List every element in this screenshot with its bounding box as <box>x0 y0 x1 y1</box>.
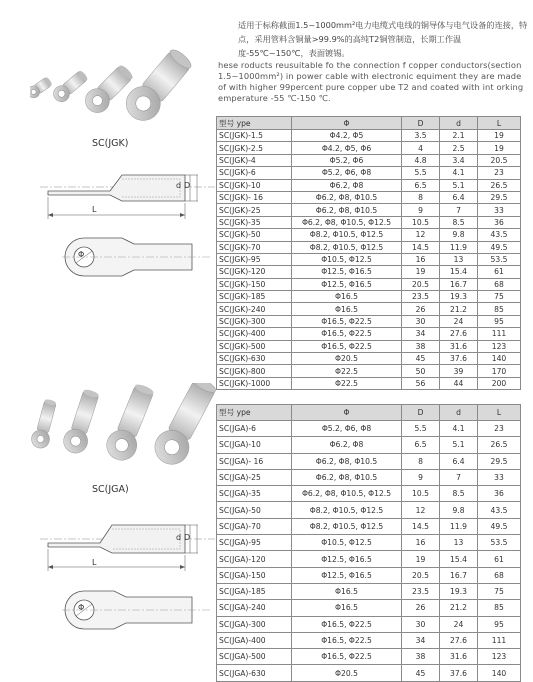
jga-cell: 24 <box>440 616 478 632</box>
jgk-cell: 20.5 <box>478 154 521 166</box>
jga-cell: 123 <box>478 649 521 665</box>
jgk-cell: 36 <box>478 216 521 228</box>
table-row <box>217 632 521 648</box>
jgk-cell: SC(JGK)-150 <box>217 278 292 290</box>
jga-label: SC(JGA) <box>92 484 129 495</box>
jgk-cell: Φ20.5 <box>292 353 402 365</box>
jgk-dim-L: L <box>92 205 97 214</box>
jga-cell: 43.5 <box>478 502 521 518</box>
jga-cell: 4.1 <box>440 421 478 437</box>
jgk-cell: 10.5 <box>402 216 440 228</box>
jgk-cell: Φ5.2, Φ6 <box>292 154 402 166</box>
jgk-cell: 43.5 <box>478 229 521 241</box>
table-row <box>217 229 521 241</box>
jgk-cell: 19.3 <box>440 291 478 303</box>
table-row <box>217 253 521 265</box>
jgk-cell: SC(JGK)- 16 <box>217 191 292 203</box>
jga-dim-phi: Φ <box>78 603 85 612</box>
jgk-cell: 53.5 <box>478 253 521 265</box>
jga-cell: 9 <box>402 469 440 485</box>
jgk-cell: 200 <box>478 377 521 389</box>
jga-cell: 33 <box>478 469 521 485</box>
table-row <box>217 204 521 216</box>
jgk-cell: 19 <box>402 266 440 278</box>
jga-header-cell: d <box>440 405 478 421</box>
jgk-cell: 68 <box>478 278 521 290</box>
table-row <box>217 365 521 377</box>
table-row <box>217 130 521 142</box>
jgk-cell: 23.5 <box>402 291 440 303</box>
jgk-cell: Φ6.2, Φ8, Φ10.5 <box>292 191 402 203</box>
jga-header-cell: D <box>402 405 440 421</box>
table-row <box>217 191 521 203</box>
jgk-cell: 15.4 <box>440 266 478 278</box>
jga-cell: SC(JGA)-50 <box>217 502 292 518</box>
jga-cell: Φ8.2, Φ10.5, Φ12.5 <box>292 518 402 534</box>
table-row <box>217 535 521 551</box>
jgk-cell: 29.5 <box>478 191 521 203</box>
jga-cell: Φ6.2, Φ8, Φ10.5 <box>292 469 402 485</box>
jgk-cell: 24 <box>440 315 478 327</box>
table-row <box>217 469 521 485</box>
jgk-cell: 61 <box>478 266 521 278</box>
jgk-cell: SC(JGK)-10 <box>217 179 292 191</box>
jgk-cell: Φ12.5, Φ16.5 <box>292 266 402 278</box>
jgk-cell: 5.5 <box>402 167 440 179</box>
jgk-cell: 39 <box>440 365 478 377</box>
jga-cell: 13 <box>440 535 478 551</box>
table-row <box>217 502 521 518</box>
jgk-cell: 49.5 <box>478 241 521 253</box>
jga-cell: 68 <box>478 567 521 583</box>
jgk-cell: 34 <box>402 328 440 340</box>
jgk-cell: SC(JGK)-50 <box>217 229 292 241</box>
jga-cell: 21.2 <box>440 600 478 616</box>
jgk-cell: Φ16.5, Φ22.5 <box>292 315 402 327</box>
jgk-cell: 14.5 <box>402 241 440 253</box>
jgk-header-cell: 型号 ype <box>217 117 292 130</box>
jga-cell: 140 <box>478 665 521 681</box>
jga-cell: 53.5 <box>478 535 521 551</box>
jga-cell: 111 <box>478 632 521 648</box>
jgk-cell: 6.5 <box>402 179 440 191</box>
jgk-cell: SC(JGK)-630 <box>217 353 292 365</box>
jga-cell: 6.5 <box>402 437 440 453</box>
jgk-cell: 2.5 <box>440 142 478 154</box>
jgk-cell: Φ22.5 <box>292 365 402 377</box>
jgk-dim-phi: Φ <box>78 250 85 259</box>
jgk-cell: SC(JGK)-300 <box>217 315 292 327</box>
jga-cell: 30 <box>402 616 440 632</box>
jga-cell: Φ16.5, Φ22.5 <box>292 632 402 648</box>
table-row <box>217 340 521 352</box>
jga-cell: SC(JGA)-150 <box>217 567 292 583</box>
jgk-cell: 8 <box>402 191 440 203</box>
jgk-header-cell: L <box>478 117 521 130</box>
jgk-cell: SC(JGK)-70 <box>217 241 292 253</box>
jgk-cell: Φ4.2, Φ5, Φ6 <box>292 142 402 154</box>
jgk-cell: 19 <box>478 142 521 154</box>
jgk-cell: 9.8 <box>440 229 478 241</box>
jga-cell: Φ16.5, Φ22.5 <box>292 616 402 632</box>
jga-cell: 9.8 <box>440 502 478 518</box>
jga-cell: Φ6.2, Φ8 <box>292 437 402 453</box>
jga-cell: 38 <box>402 649 440 665</box>
jgk-cell: Φ16.5 <box>292 303 402 315</box>
jgk-product-photo <box>30 45 220 130</box>
jga-cell: SC(JGA)-500 <box>217 649 292 665</box>
jgk-cell: 123 <box>478 340 521 352</box>
table-row <box>217 303 521 315</box>
jgk-cell: Φ5.2, Φ6, Φ8 <box>292 167 402 179</box>
jga-cell: Φ16.5 <box>292 583 402 599</box>
jgk-cell: Φ16.5, Φ22.5 <box>292 340 402 352</box>
table-row <box>217 278 521 290</box>
jgk-cell: 13 <box>440 253 478 265</box>
jgk-cell: SC(JGK)-25 <box>217 204 292 216</box>
jgk-cell: 30 <box>402 315 440 327</box>
jgk-cell: 38 <box>402 340 440 352</box>
jgk-cell: 4.1 <box>440 167 478 179</box>
jga-cell: SC(JGA)-25 <box>217 469 292 485</box>
jgk-cell: 31.6 <box>440 340 478 352</box>
jgk-cell: 56 <box>402 377 440 389</box>
jgk-cell: 33 <box>478 204 521 216</box>
jgk-cell: 19 <box>478 130 521 142</box>
jga-cell: 36 <box>478 486 521 502</box>
jgk-cell: 85 <box>478 303 521 315</box>
jgk-cell: SC(JGK)-1000 <box>217 377 292 389</box>
jgk-header-cell: d <box>440 117 478 130</box>
jga-cell: 5.5 <box>402 421 440 437</box>
jgk-cell: 2.1 <box>440 130 478 142</box>
table-row <box>217 315 521 327</box>
jgk-cell: 3.5 <box>402 130 440 142</box>
jgk-cell: 111 <box>478 328 521 340</box>
jgk-cell: SC(JGK)-500 <box>217 340 292 352</box>
jgk-cell: 170 <box>478 365 521 377</box>
jga-product-photo <box>25 383 225 465</box>
jga-cell: Φ12.5, Φ16.5 <box>292 551 402 567</box>
jgk-cell: SC(JGK)-800 <box>217 365 292 377</box>
jga-cell: SC(JGA)-240 <box>217 600 292 616</box>
jgk-cell: Φ22.5 <box>292 377 402 389</box>
jgk-top-drawing <box>62 232 222 282</box>
table-row <box>217 179 521 191</box>
jga-cell: Φ12.5, Φ16.5 <box>292 567 402 583</box>
jga-dim-L: L <box>92 558 97 567</box>
jgk-cell: Φ10.5, Φ12.5 <box>292 253 402 265</box>
jga-cell: 19.3 <box>440 583 478 599</box>
jga-cell: Φ16.5, Φ22.5 <box>292 649 402 665</box>
jga-cell: 49.5 <box>478 518 521 534</box>
jgk-cell: 4 <box>402 142 440 154</box>
jgk-dim-d: d <box>176 181 182 190</box>
jga-cell: 20.5 <box>402 567 440 583</box>
table-row <box>217 154 521 166</box>
jga-cell: 6.4 <box>440 453 478 469</box>
jgk-cell: Φ8.2, Φ10.5, Φ12.5 <box>292 229 402 241</box>
jgk-cell: SC(JGK)-1.5 <box>217 130 292 142</box>
jga-header-cell: Φ <box>292 405 402 421</box>
jga-cell: 29.5 <box>478 453 521 469</box>
intro-chinese: 适用于标称截面1.5~1000mm²电力电缆式电线的铜导体与电气设备的连接，特点，采用管料含铜量>99.9%的高纯T2铜管制造，长期工作温度-55℃~150℃，表面镀锡。 <box>238 20 528 58</box>
table-row <box>217 486 521 502</box>
table-row <box>217 437 521 453</box>
jga-cell: 45 <box>402 665 440 681</box>
jga-cell: 16 <box>402 535 440 551</box>
jgk-cell: Φ12.5, Φ16.5 <box>292 278 402 290</box>
jga-cell: 27.6 <box>440 632 478 648</box>
jgk-header-cell: Φ <box>292 117 402 130</box>
jga-cell: 37.6 <box>440 665 478 681</box>
jgk-cell: 21.2 <box>440 303 478 315</box>
jgk-cell: Φ16.5, Φ22.5 <box>292 328 402 340</box>
jga-header-row <box>217 405 521 421</box>
jga-cell: SC(JGA)-95 <box>217 535 292 551</box>
jga-cell: 5.1 <box>440 437 478 453</box>
jga-cell: Φ16.5 <box>292 600 402 616</box>
jgk-dim-D: D <box>184 181 191 190</box>
table-row <box>217 353 521 365</box>
jga-cell: 15.4 <box>440 551 478 567</box>
jga-cell: 11.9 <box>440 518 478 534</box>
jga-cell: 61 <box>478 551 521 567</box>
jga-cell: 85 <box>478 600 521 616</box>
jgk-cell: SC(JGK)-120 <box>217 266 292 278</box>
jga-cell: SC(JGA)-400 <box>217 632 292 648</box>
jga-cell: Φ6.2, Φ8, Φ10.5, Φ12.5 <box>292 486 402 502</box>
jga-cell: 95 <box>478 616 521 632</box>
table-row <box>217 328 521 340</box>
jga-cell: 10.5 <box>402 486 440 502</box>
jgk-cell: 12 <box>402 229 440 241</box>
jgk-cell: 5.1 <box>440 179 478 191</box>
jga-cell: SC(JGA)-185 <box>217 583 292 599</box>
jgk-cell: Φ6.2, Φ8 <box>292 179 402 191</box>
jgk-cell: SC(JGK)-240 <box>217 303 292 315</box>
jga-cell: 23.5 <box>402 583 440 599</box>
jga-dim-d: d <box>176 533 182 542</box>
jga-cell: SC(JGA)-10 <box>217 437 292 453</box>
table-row <box>217 291 521 303</box>
table-row <box>217 377 521 389</box>
jgk-cell: SC(JGK)-95 <box>217 253 292 265</box>
jgk-cell: 8.5 <box>440 216 478 228</box>
jga-cell: Φ5.2, Φ6, Φ8 <box>292 421 402 437</box>
jga-spec-table <box>216 404 521 682</box>
jgk-cell: Φ4.2, Φ5 <box>292 130 402 142</box>
table-row <box>217 241 521 253</box>
jga-cell: SC(JGA)-120 <box>217 551 292 567</box>
table-row <box>217 421 521 437</box>
jgk-cell: 27.6 <box>440 328 478 340</box>
jga-cell: 31.6 <box>440 649 478 665</box>
jga-cell: SC(JGA)-300 <box>217 616 292 632</box>
jga-cell: SC(JGA)-6 <box>217 421 292 437</box>
table-row <box>217 665 521 681</box>
jga-cell: SC(JGA)-630 <box>217 665 292 681</box>
jga-cell: 75 <box>478 583 521 599</box>
jgk-cell: 16.7 <box>440 278 478 290</box>
jga-cell: SC(JGA)-35 <box>217 486 292 502</box>
jgk-cell: 16 <box>402 253 440 265</box>
jga-cell: 12 <box>402 502 440 518</box>
jgk-cell: Φ8.2, Φ10.5, Φ12.5 <box>292 241 402 253</box>
jgk-header-row <box>217 117 521 130</box>
table-row <box>217 583 521 599</box>
jga-cell: 34 <box>402 632 440 648</box>
table-row <box>217 567 521 583</box>
table-row <box>217 649 521 665</box>
jga-cell: Φ8.2, Φ10.5, Φ12.5 <box>292 502 402 518</box>
jgk-cell: 75 <box>478 291 521 303</box>
jgk-cell: 26 <box>402 303 440 315</box>
jgk-spec-table <box>216 116 521 390</box>
jga-cell: SC(JGA)-70 <box>217 518 292 534</box>
jgk-cell: 4.8 <box>402 154 440 166</box>
jgk-cell: 45 <box>402 353 440 365</box>
jga-cell: 26.5 <box>478 437 521 453</box>
table-row <box>217 616 521 632</box>
intro-english: hese roducts reusuitable fo the connection f copper conductors(section 1.5~1000mm²) in power cable with electronic equiment they are made of with higher 99percent pure copper ube T2 and coated with int orking emperature -55 ℃-150 ℃. <box>218 60 524 103</box>
jga-cell: 16.7 <box>440 567 478 583</box>
jga-cell: 7 <box>440 469 478 485</box>
jgk-cell: SC(JGK)-35 <box>217 216 292 228</box>
jgk-cell: 95 <box>478 315 521 327</box>
jgk-cell: SC(JGK)-6 <box>217 167 292 179</box>
jga-cell: 14.5 <box>402 518 440 534</box>
jgk-cell: 20.5 <box>402 278 440 290</box>
table-row <box>217 453 521 469</box>
table-row <box>217 142 521 154</box>
jgk-cell: Φ6.2, Φ8, Φ10.5, Φ12.5 <box>292 216 402 228</box>
jga-cell: Φ10.5, Φ12.5 <box>292 535 402 551</box>
jgk-cell: 50 <box>402 365 440 377</box>
jgk-cell: SC(JGK)-2.5 <box>217 142 292 154</box>
jga-header-cell: L <box>478 405 521 421</box>
table-row <box>217 167 521 179</box>
jgk-cell: 7 <box>440 204 478 216</box>
table-row <box>217 216 521 228</box>
jga-cell: 8.5 <box>440 486 478 502</box>
jga-side-drawing <box>40 515 215 575</box>
jgk-cell: Φ6.2, Φ8, Φ10.5 <box>292 204 402 216</box>
table-row <box>217 600 521 616</box>
jgk-cell: Φ16.5 <box>292 291 402 303</box>
jga-top-drawing <box>62 585 222 635</box>
jgk-cell: 3.4 <box>440 154 478 166</box>
jga-cell: 19 <box>402 551 440 567</box>
jgk-cell: 6.4 <box>440 191 478 203</box>
jgk-cell: 37.6 <box>440 353 478 365</box>
jga-cell: 26 <box>402 600 440 616</box>
table-row <box>217 266 521 278</box>
jgk-cell: SC(JGK)-185 <box>217 291 292 303</box>
jga-cell: SC(JGA)- 16 <box>217 453 292 469</box>
jga-cell: 23 <box>478 421 521 437</box>
jgk-header-cell: D <box>402 117 440 130</box>
jgk-cell: 26.5 <box>478 179 521 191</box>
jgk-cell: 140 <box>478 353 521 365</box>
jga-cell: 8 <box>402 453 440 469</box>
jga-cell: Φ6.2, Φ8, Φ10.5 <box>292 453 402 469</box>
jgk-cell: SC(JGK)-400 <box>217 328 292 340</box>
jga-cell: Φ20.5 <box>292 665 402 681</box>
jga-dim-D: D <box>184 533 191 542</box>
jgk-cell: SC(JGK)-4 <box>217 154 292 166</box>
jgk-label: SC(JGK) <box>92 138 129 149</box>
table-row <box>217 518 521 534</box>
table-row <box>217 551 521 567</box>
jga-header-cell: 型号 ype <box>217 405 292 421</box>
jgk-cell: 44 <box>440 377 478 389</box>
jgk-cell: 9 <box>402 204 440 216</box>
jgk-side-drawing <box>40 165 215 225</box>
jgk-cell: 11.9 <box>440 241 478 253</box>
jgk-cell: 23 <box>478 167 521 179</box>
